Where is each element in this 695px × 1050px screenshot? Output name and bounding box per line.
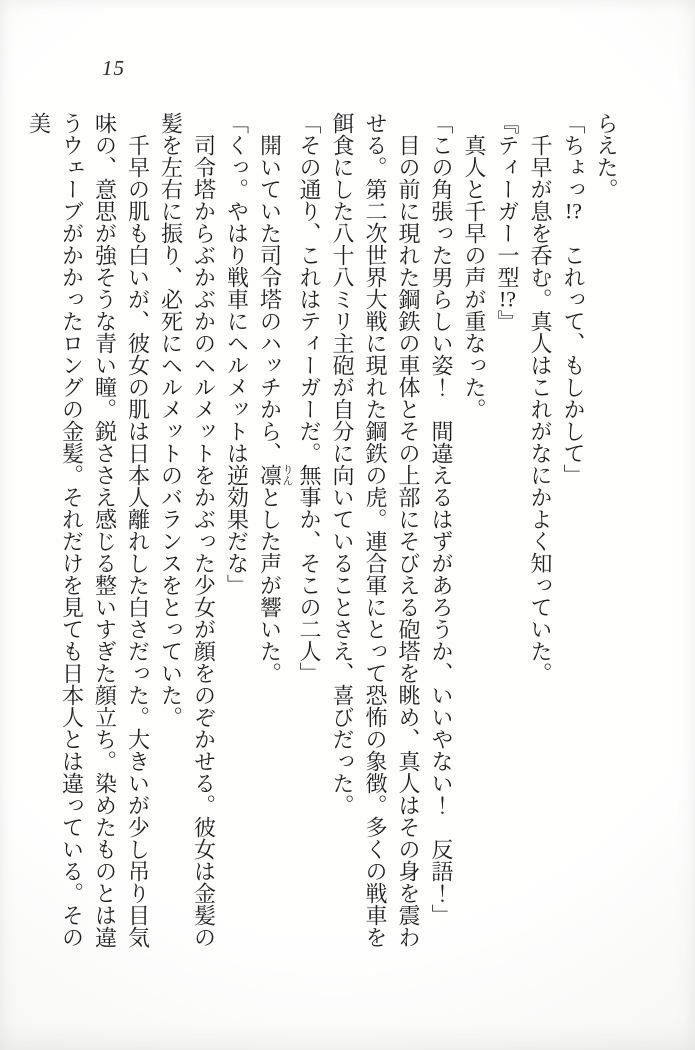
exclamation-question-mark: !? — [498, 288, 517, 310]
paragraph-04-open: 『ティーガー一型 — [495, 112, 520, 288]
paragraph-12: 千早の肌も白いが、彼女の肌は日本人離れした白さだった。大きいが少し吊り目気味の、意思が強そうな青い瞳。鋭ささえ感じる整いすぎた顔立ち。染めたものとは違うウェーブがかかったロングの金髪。それだけを見ても日本人とは違っている。その美 — [26, 112, 151, 948]
paragraph-11: 司令塔からぶかぶかのヘルメットをかぶった少女が顔をのぞかせる。彼女は金髪の髪を左右に振り、必死にヘルメットのバランスをとっていた。 — [158, 112, 217, 948]
paragraph-09 — [254, 112, 294, 957]
paragraph-04-dialogue — [491, 112, 524, 957]
paragraph-03: 千早が息を呑む。真人はこれがなにかよく知っていた。 — [528, 134, 553, 684]
paragraph-08-dialogue: 「その通り、これはティーガーだ。無事か、そこの二人」 — [297, 112, 322, 684]
paragraph-10-dialogue: 「くっ。やはり戦車にヘルメットは逆効果だな」 — [224, 112, 250, 596]
paragraph-02-open: 「ちょっ — [561, 112, 586, 200]
ruby-base-character: 凛 — [257, 464, 283, 486]
ruby-furigana: りん — [281, 464, 293, 486]
paragraph-02-dialogue — [557, 112, 590, 957]
paragraph-02-rest: これって、もしかして」 — [561, 222, 586, 486]
paragraph-07: 目の前に現れた鋼鉄の車体とその上部にそびえる砲塔を眺め、真人はその身を震わせる。第二次世界大戦に現れた鋼鉄の虎。連合軍にとって恐怖の象徴。多くの戦車を餌食にした八十八ミリ主砲が自分に向いていることさえ、喜びだった。 — [330, 112, 421, 948]
text-column-block — [23, 112, 624, 957]
paragraph-09-post: とした声が響いた。 — [257, 486, 283, 684]
paragraph-04-rest: 』 — [495, 310, 520, 332]
page-number: 15 — [102, 56, 125, 80]
paragraph-06-dialogue: 「この角張った男らしい姿！ 間違えるはずがあろうか、いいやない！ 反語！」 — [429, 112, 454, 926]
exclamation-question-mark: !? — [564, 200, 583, 222]
paragraph-09-pre: 開いていた司令塔のハッチから、 — [257, 134, 283, 464]
ruby-rin — [257, 464, 293, 486]
paragraph-05: 真人と千早の声が重なった。 — [462, 134, 487, 420]
paragraph-01: らえた。 — [594, 112, 619, 200]
